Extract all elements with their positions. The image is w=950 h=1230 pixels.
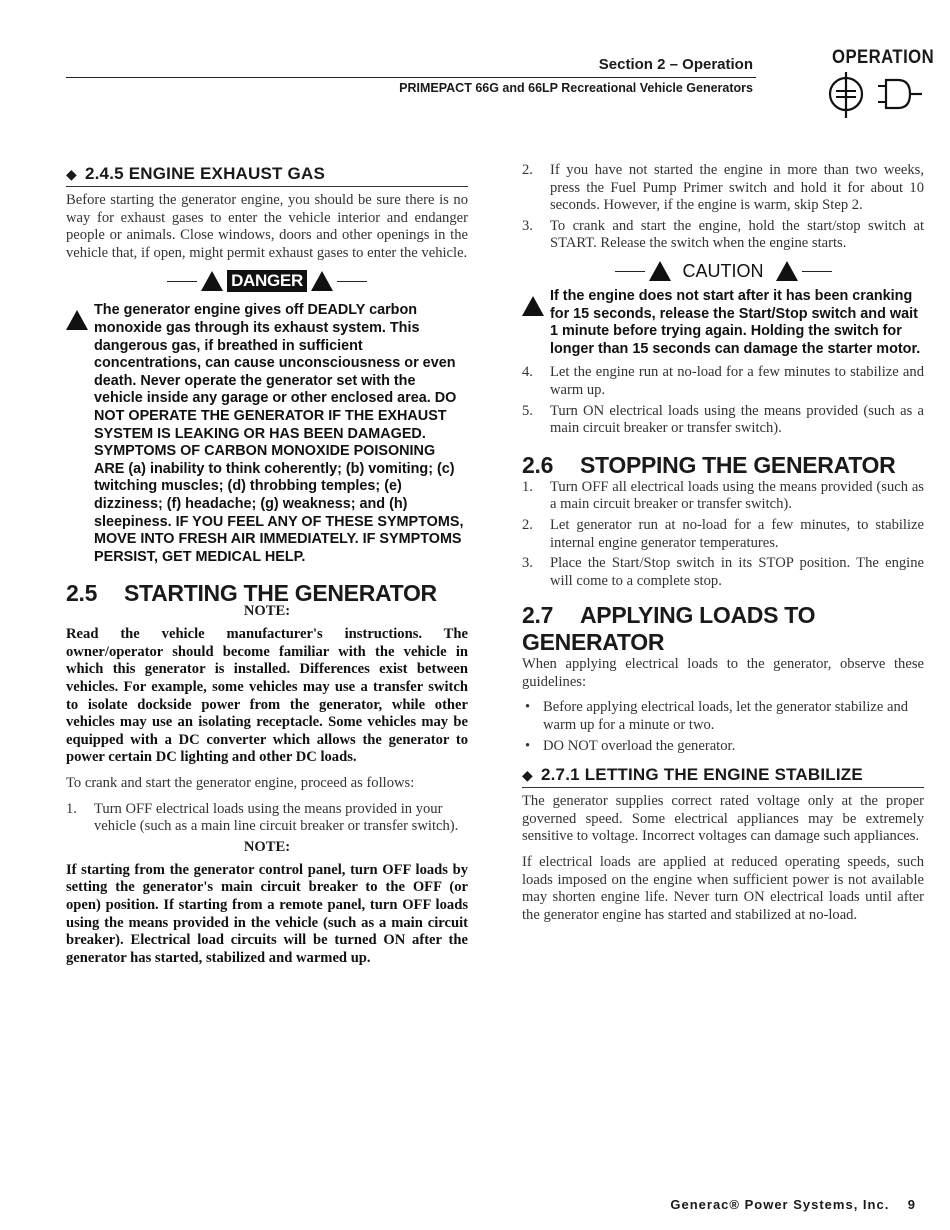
danger-label: DANGER (227, 270, 307, 292)
caution-banner (522, 261, 924, 282)
bullet-icon: • (525, 737, 531, 754)
header-section: Section 2 – Operation (598, 56, 753, 73)
warning-triangle-icon (66, 310, 88, 330)
loads-intro: When applying electrical loads to the generator, observe these guidelines: (522, 656, 924, 690)
list-item: 2. Let generator run at no-load for a few minutes, to stabilize internal engine generator temperatures. (522, 516, 924, 551)
note-label: NOTE: (243, 838, 291, 855)
stabilize-paragraph-1: The generator supplies correct rated voltage only at the proper governed speed. Some electrical appliances may be extremely sensitive to voltage. Incorrect voltages can damage such appliances. (522, 793, 924, 845)
page-footer: Generac® Power Systems, Inc. 9 (670, 1197, 916, 1212)
danger-text: The generator engine gives off DEADLY carbon monoxide gas through its exhaust system. This dangerous gas, if breathed in sufficient concentrations, can cause unconsciousness or even death. Never operate the generator set with the vehicle inside any garage or other enclosed area. DO NOT OPERATE THE GENERATOR IF THE EXHAUST SYSTEM IS LEAKING OR HAS BEEN DAMAGED. SYMPTOMS OF CARBON MONOXIDE POISONING ARE (a) inability to think coherently; (b) vomiting; (c) twitching muscles; (d) throbbing temples; (e) dizziness; (f) headache; (g) weakness; and (h) sleepiness. IF YOU FEEL ANY OF THESE SYMPTOMS, MOVE INTO FRESH AIR IMMEDIATELY. IF SYMPTOMS PERSIST, GET MEDICAL HELP. (94, 302, 464, 565)
danger-notice (66, 302, 468, 566)
note-text: If starting from the generator control panel, turn OFF loads by setting the generator's main circuit breaker to the OFF (or open) position. If starting from a remote panel, turn OFF loads using the means provided in the vehicle (such as a main circuit breaker). Electrical load circuits will be turned ON after the generator has started, stabilized and warmed up. (66, 861, 468, 966)
warning-triangle-icon (201, 271, 223, 291)
caution-notice (522, 288, 924, 358)
list-item: 1. Turn OFF all electrical loads using the means provided (such as a main circuit breaker or transfer switch). (522, 478, 924, 513)
heading-2-7-1: ◆ 2.7.1 LETTING THE ENGINE STABILIZE (522, 765, 924, 788)
caution-label: CAUTION (682, 260, 764, 281)
left-column (66, 164, 468, 975)
list-item: 2. If you have not started the engine in more than two weeks, press the Fuel Pump Primer switch and hold it for about 10 seconds. However, if the engine is warm, skip Step 2. (522, 162, 924, 214)
header-subtitle: PRIMEPACT 66G and 66LP Recreational Vehicle Generators (399, 81, 753, 95)
operation-label: OPERATION (832, 47, 935, 68)
header-rule (66, 77, 756, 78)
heading-2-6: 2.6 STOPPING THE GENERATOR (522, 451, 896, 478)
exhaust-paragraph: Before starting the generator engine, you should be sure there is no way for exhaust gases to enter the vehicle interior and endanger people or animals. Close windows, doors and other openings in the vehicle that, if open, might permit exhaust gases to enter the vehicle. (66, 192, 468, 261)
warning-triangle-icon (776, 261, 798, 281)
warning-triangle-icon (311, 271, 333, 291)
list-item: • DO NOT overload the generator. (522, 738, 924, 756)
list-item: 3. Place the Start/Stop switch in its STOP position. The engine will come to a complete stop. (522, 555, 924, 589)
list-item: 3. To crank and start the engine, hold the start/stop switch at START. Release the switch when the engine starts. (522, 217, 924, 252)
warning-triangle-icon (522, 296, 544, 316)
heading-2-5: 2.5 STARTING THE GENERATOR (66, 580, 437, 607)
diamond-icon: ◆ (66, 166, 77, 182)
list-item: • Before applying electrical loads, let the generator stabilize and warm up for a minute or two. (522, 699, 924, 734)
operation-switch-icon (826, 72, 924, 120)
bullet-icon: • (525, 699, 531, 716)
danger-banner (66, 270, 468, 292)
diamond-icon: ◆ (522, 767, 533, 784)
divider (802, 271, 832, 272)
divider (167, 281, 197, 282)
list-item: 4. Let the engine run at no-load for a few minutes to stabilize and warm up. (522, 364, 924, 398)
list-item: 5. Turn ON electrical loads using the means provided (such as a main circuit breaker or transfer switch). (522, 402, 924, 437)
stabilize-paragraph-2: If electrical loads are applied at reduced operating speeds, such loads imposed on the engine when sufficient power is not available may shorten engine life. Never turn ON electrical loads until after the generator engine has started and stabilized at no-load. (522, 854, 924, 923)
list-item: 1. Turn OFF electrical loads using the means provided in your vehicle (such as a main line circuit breaker or transfer switch). (66, 800, 459, 835)
caution-text: If the engine does not start after it has been cranking for 15 seconds, release the Start/Stop switch and wait 1 minute before trying again. Holding the switch for longer than 15 seconds can damage the starter motor. (550, 287, 921, 357)
start-intro: To crank and start the generator engine, proceed as follows: (66, 775, 415, 792)
right-column (522, 162, 924, 932)
heading-2-7: 2.7 APPLYING LOADS TO GENERATOR (522, 602, 816, 656)
divider (615, 271, 645, 272)
warning-triangle-icon (649, 261, 671, 281)
heading-2-4-5: ◆ 2.4.5 ENGINE EXHAUST GAS (66, 164, 468, 187)
note-text: Read the vehicle manufacturer's instructions. The owner/operator should become familiar with the vehicle in which this generator is installed. Differences exist between vehicles. For example, some vehicles may use a transfer switch to isolate dockside power from the generator, while other vehicles may use an isolating receptacle. Some vehicles may be equipped with a DC converter which allows the generator to power certain DC lighting and other DC loads. (66, 626, 468, 766)
note-label: NOTE: (243, 603, 291, 620)
divider (337, 281, 367, 282)
